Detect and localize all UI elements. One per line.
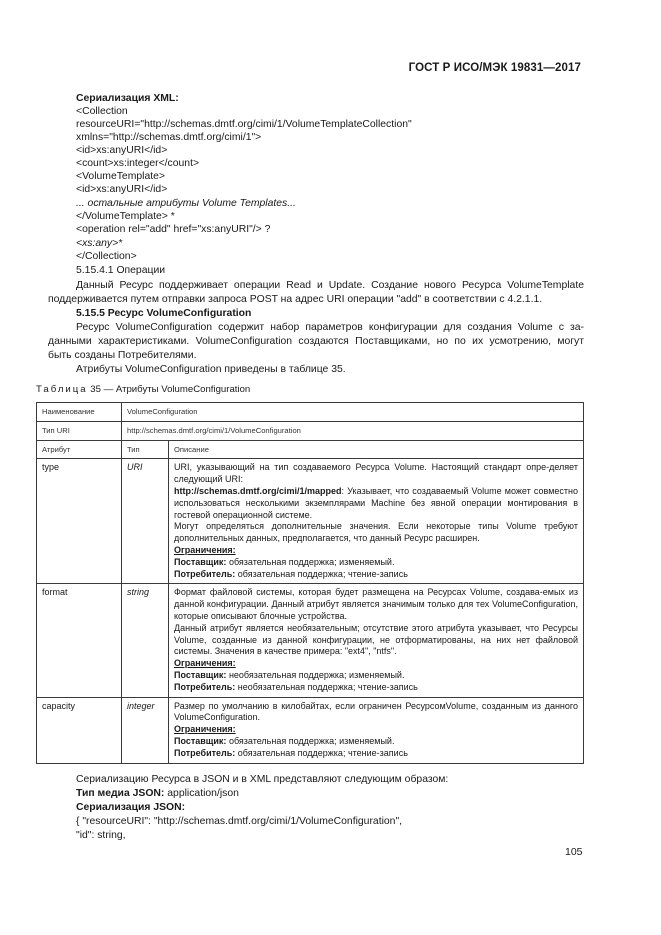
attributes-table [36,402,584,764]
description-text: URI, указывающий на тип создаваемого Ресурса Volume. Настоящий стандарт опре-деляет следующий URI: [174,462,578,485]
table-caption [36,384,250,395]
column-header-attribute: Атрибут [37,440,122,459]
consumer-label: Потребитель: [174,747,236,758]
xml-line: <operation rel="add" href="xs:anyURI"/> ? [76,224,271,235]
xml-line: <VolumeTemplate> [76,171,165,182]
section-title-operations: 5.15.4.1 Операции [76,265,166,276]
json-heading: Сериализация JSON: [76,802,186,813]
xml-line: xmlns="http://schemas.dmtf.org/cimi/1"> [76,132,262,143]
limits-label: Ограничения: [174,658,236,669]
paragraph-line: поддерживается путем отправки запроса POST на адрес URI операции "add" в соответствии с 4.2.1.1. [48,294,543,305]
section-title-volume-configuration: 5.15.5 Ресурс VolumeConfiguration [76,308,252,319]
paragraph-line: Данный Ресурс поддерживает операции Read и Update. Создание нового Ресурса VolumeTemplate [76,280,584,291]
table-row [37,697,584,763]
consumer-text: обязательная поддержка; чтение-запись [235,568,408,579]
paragraph-line: быть созданы Потребителями. [48,350,197,361]
description-cell [169,697,584,763]
xml-line: resourceURI="http://schemas.dmtf.org/cimi/1/VolumeTemplateCollection" [76,119,412,130]
description-text: Данный атрибут является необязательным; отсутствие этого атрибута указывает, что Ресурсы Volume, созданные из данной конфигурации, не отформатированы, на них нет файловой системы. Значения в качестве примера: "ext4", "ntfs". [174,622,578,657]
consumer-text: обязательная поддержка; чтение-запись [235,747,408,758]
provider-text: обязательная поддержка; изменяемый. [226,735,395,746]
consumer-constraint [174,748,578,760]
consumer-label: Потребитель: [174,568,236,579]
xml-line: <Collection [76,106,128,117]
mapped-uri-description: : Указывает, что создаваемый Volume может совместно использоваться несколькими экземплярами Machine без явной операции монтирования в гостевой операционной системе. [174,485,578,520]
consumer-constraint [174,569,578,581]
table-row [37,421,584,440]
json-line: "id": string, [76,830,126,841]
table-caption-prefix: Таблица [36,384,88,395]
attribute-cell: capacity [37,697,122,763]
provider-constraint [174,736,578,748]
xml-line: </VolumeTemplate> * [76,211,175,222]
provider-label: Поставщик: [174,735,227,746]
paragraph-line: данными характеристиками. VolumeConfiguration создаются Поставщиками, но по их усмотрению, могут [48,336,584,347]
table-caption-text: 35 — Атрибуты VolumeConfiguration [90,384,251,395]
limits-label: Ограничения: [174,544,236,555]
column-header-description: Описание [169,440,584,459]
xml-line: </Collection> [76,251,137,262]
provider-text: необязательная поддержка; изменяемый. [226,669,405,680]
paragraph-line: Ресурс VolumeConfiguration содержит набор параметров конфигурации для создания Volume с за- [76,322,584,333]
description-text: Могут определяться дополнительные значения. Если некоторые типы Volume требуют дополнительных данных, предполагается, что данный Ресурс расширен. [174,521,578,544]
xml-line: ... остальные атрибуты Volume Templates... [76,198,296,209]
xml-heading: Сериализация XML: [76,93,179,104]
consumer-constraint [174,682,578,694]
table-row [37,584,584,697]
table-row [37,459,584,584]
description-text: Формат файловой системы, которая будет размещена на Ресурсах Volume, создава-емых из данной конфигурации. Данный атрибут является значимым только для тех VolumeConfiguration, которые описывают блочные устройства. [174,587,578,621]
type-cell: URI [122,459,169,584]
mapped-uri: http://schemas.dmtf.org/cimi/1/mapped [174,485,342,496]
table-header-row [37,440,584,459]
xml-line: <count>xs:integer</count> [76,158,200,169]
consumer-label: Потребитель: [174,681,236,692]
media-type-line [76,787,239,801]
uri-label-cell: Тип URI [37,421,122,440]
type-cell: string [122,584,169,697]
attribute-cell: type [37,459,122,584]
paragraph-line: Сериализацию Ресурса в JSON и в XML представляют следующим образом: [76,774,449,785]
consumer-text: необязательная поддержка; чтение-запись [235,681,418,692]
xml-line: <id>xs:anyURI</id> [76,184,168,195]
provider-constraint [174,557,578,569]
media-type-label: Тип медиа JSON: [76,788,165,799]
description-cell [169,459,584,584]
description-cell [169,584,584,697]
name-value-cell: VolumeConfiguration [122,403,584,422]
xml-line: <id>xs:anyURI</id> [76,145,168,156]
uri-value-cell: http://schemas.dmtf.org/cimi/1/VolumeConfiguration [122,421,584,440]
table-row [37,403,584,422]
xml-line: <xs:any>* [76,238,123,249]
paragraph-line: Атрибуты VolumeConfiguration приведены в таблице 35. [76,364,346,375]
description-text: Размер по умолчанию в килобайтах, если ограничен РесурсомVolume, созданным из данного VolumeConfiguration. [174,700,578,723]
column-header-type: Тип [122,440,169,459]
provider-constraint [174,670,578,682]
name-label-cell: Наименование [37,403,122,422]
attribute-cell: format [37,584,122,697]
description-text [174,486,578,521]
type-cell: integer [122,697,169,763]
provider-label: Поставщик: [174,556,227,567]
limits-label: Ограничения: [174,724,236,735]
json-line: { "resourceURI": "http://schemas.dmtf.org/cimi/1/VolumeConfiguration", [76,816,403,827]
media-type-value: application/json [164,788,239,799]
provider-label: Поставщик: [174,669,227,680]
page-number: 105 [565,846,583,858]
provider-text: обязательная поддержка; изменяемый. [226,556,395,567]
document-header: ГОСТ Р ИСО/МЭК 19831—2017 [408,62,581,74]
